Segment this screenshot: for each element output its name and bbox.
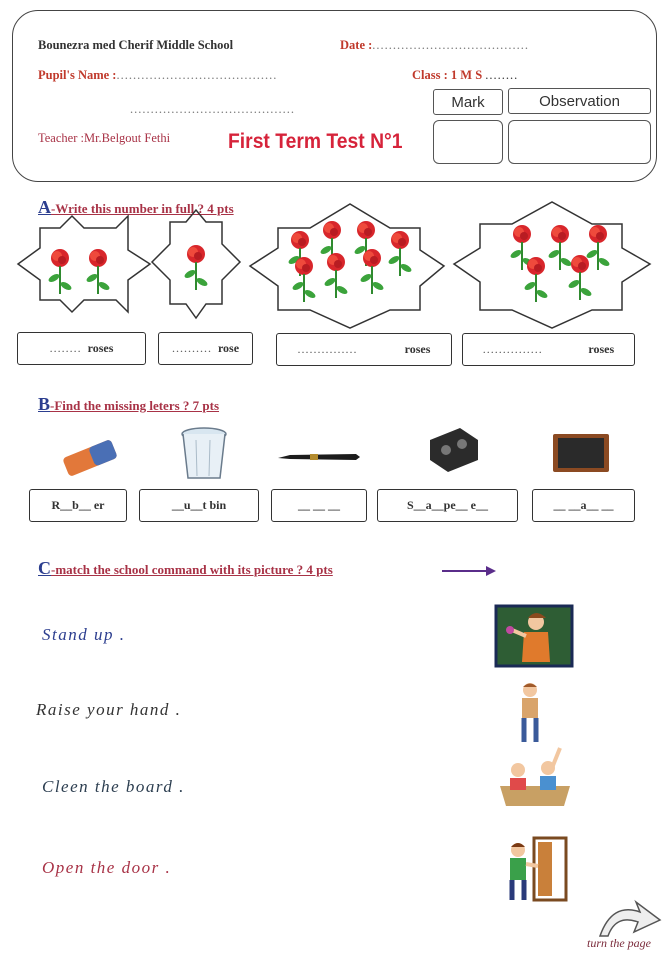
- date-label: Date :......................................: [340, 38, 530, 52]
- sharpener-icon: [430, 428, 478, 472]
- observation-box[interactable]: [508, 120, 651, 164]
- trash-bin-icon: [182, 428, 226, 478]
- command-open-door: Open the door .: [42, 858, 172, 877]
- pupil-name-field[interactable]: .......................................: [116, 68, 278, 82]
- star-frame-1: [18, 216, 150, 312]
- section-a-answer-1[interactable]: ........ roses: [17, 332, 146, 365]
- school-name: Bounezra med Cherif Middle School: [38, 38, 234, 52]
- observation-label-box: Observation: [508, 88, 651, 114]
- raising-hand-image: [500, 748, 570, 806]
- section-b-answer-3[interactable]: __ __ __: [271, 489, 367, 522]
- arrow-right-icon: [440, 564, 500, 578]
- test-title: First Term Test N°1: [228, 130, 403, 153]
- mark-box[interactable]: [433, 120, 503, 164]
- school-objects-illustration: [0, 420, 670, 480]
- teacher-name: Teacher :Mr.Belgout Fethi: [38, 131, 171, 145]
- star-frame-4: [454, 202, 650, 328]
- section-b-answer-2[interactable]: __u__t bin: [139, 489, 259, 522]
- section-a-answer-3[interactable]: ............... roses: [276, 333, 452, 366]
- date-field[interactable]: ......................................: [372, 38, 530, 52]
- pupil-name-line-2[interactable]: ........................................: [130, 102, 295, 116]
- roses-illustration: [0, 200, 670, 330]
- command-pictures: [490, 600, 580, 910]
- eraser-icon: [62, 439, 118, 477]
- section-b-answer-5[interactable]: __ __a__ __: [532, 489, 635, 522]
- section-a-answer-4[interactable]: ............... roses: [462, 333, 635, 366]
- section-b-title: B-Find the missing leters ? 7 pts: [38, 394, 220, 414]
- pupil-name-label: Pupil's Name :.......................................: [38, 68, 278, 82]
- command-stand-up: Stand up .: [42, 625, 126, 644]
- turn-page-text[interactable]: turn the page: [587, 936, 651, 950]
- chalkboard-icon: [553, 434, 609, 472]
- opening-door-image: [510, 838, 566, 900]
- class-label: Class : 1 M S ........: [412, 68, 519, 82]
- star-frame-3: [250, 204, 444, 328]
- class-field[interactable]: ........: [485, 68, 519, 82]
- teacher-at-board-image: [496, 606, 572, 666]
- turn-page-arrow-icon: [594, 898, 666, 938]
- section-a-title: A-Write this number in full ? 4 pts: [38, 197, 234, 217]
- command-clean-board: Cleen the board .: [42, 777, 185, 796]
- command-raise-hand: Raise your hand .: [36, 700, 182, 719]
- section-b-answer-4[interactable]: S__a__pe__ e__: [377, 489, 518, 522]
- section-b-answer-1[interactable]: R__b__ er: [29, 489, 127, 522]
- pen-icon: [278, 454, 360, 460]
- section-c-title: C-match the school command with its picture ? 4 pts: [38, 558, 333, 578]
- section-a-answer-2[interactable]: .......... rose: [158, 332, 253, 365]
- mark-label-box: Mark: [433, 89, 503, 115]
- standing-person-image: [522, 683, 538, 742]
